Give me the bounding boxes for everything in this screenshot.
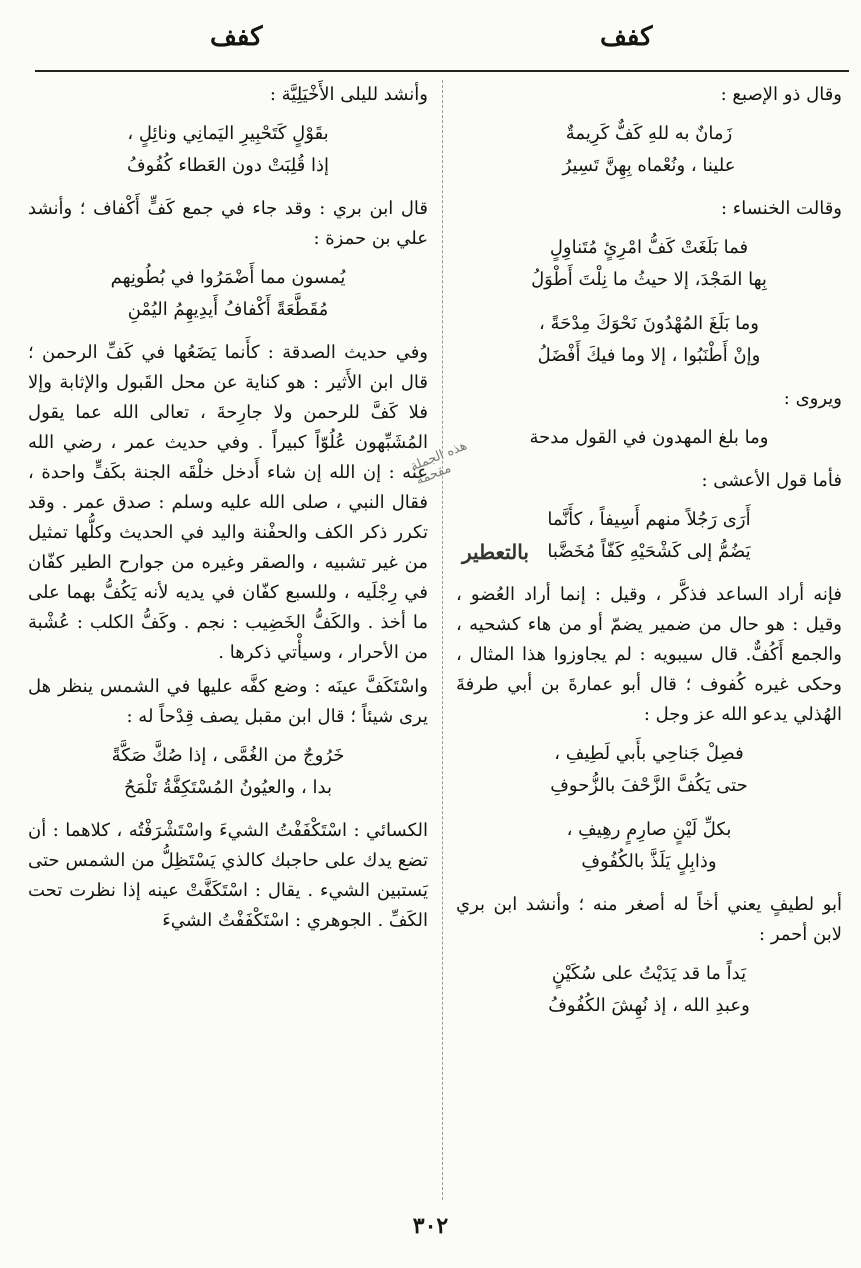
verse	[456, 308, 842, 372]
paragraph: وأنشد لليلى الأَخْيَلِيَّة :	[269, 84, 428, 105]
verse	[456, 422, 842, 454]
paragraph: وفي حديث الصدقة : كأَنما يَضَعُها في كَفِّ الرحمن ؛ قال ابن الأَثير : هو كناية عن محل القَبول والإثابة وإلا فلا كَفَّ للرحمن ولا جارِحةَ ، تعالى الله عما يقول المُشَبِّهون عُلُوّاً كبيراً . وفي حديث عمر ، رضي الله عنه : إن الله إن شاء أَدخل خلْقَه الجنة بكَفٍّ واحدة ، فقال النبي ، صلى الله عليه وسلم : صدق عمر . وقد تكرر ذكر الكف والحفْنة واليد في الحديث وكلُّها تمثيل من غير تشبيه ، والصقر وغيره من جوارح الطير كفّان في رِجْلَيه ، وللسبع كفّان في يديه لأنه يَكُفُّ بهما على ما أخذ . والكَفُّ الخَضِيب : نجم . وكَفُّ الكلب : عُشْبة من الأحرار ، وسيأْتي ذكرها .	[28, 342, 428, 663]
header-word-left: كفف	[210, 22, 263, 52]
verse-line: بِها المَجْدَ، إلا حيثُ ما نِلْتَ أَطْوَلُ	[531, 269, 767, 290]
verse-line: خَرُوجٌ من الغُمَّى ، إذا صُكَّ صَكَّةً	[111, 745, 345, 766]
paragraph: أبو لطيفٍ يعني أخاً له أصغر منه ؛ وأنشد ابن بري لابن أحمر :	[456, 894, 842, 945]
verse	[456, 958, 842, 1022]
verse-line: يَداً ما قد يَدَيْتُ على سُكَيْنٍ	[551, 963, 747, 984]
verse-line: زَمانٌ به للهِ كَفٌّ كَرِيمةٌ	[565, 123, 733, 144]
verse	[28, 118, 428, 182]
column-divider	[442, 80, 443, 1200]
verse-line: وعبدِ الله ، إذ نُهِشَ الكُفُوفُ	[548, 995, 750, 1016]
verse-line: بكلِّ لَيْنٍ صارِمٍ رهِيفِ ،	[566, 819, 732, 840]
verse	[456, 118, 842, 182]
verse-line: فما بَلَغَتْ كَفُّ امْرِئٍ مُتَناوِلٍ	[549, 237, 749, 258]
verse-line: يَضُمُّ إلى كَشْحَيْهِ كَفّاً مُخَضَّبا	[547, 541, 751, 562]
verse	[456, 738, 842, 802]
verse	[456, 814, 842, 878]
page-number: ٣٠٢	[412, 1213, 449, 1239]
paragraph: فإنه أراد الساعد فذكَّر ، وقيل : إنما أراد العُضو ، وقيل : هو حال من ضمير يضمّ أو من هاء كشحيه ، والجمع أَكُفٌّ. قال سيبويه : لم يجاوزوا هذا المثال ، وحكى غيره كُفوف ؛ قال أبو عمارةَ بن أبي طرفةَ الهُذلي يدعو الله عز وجل :	[456, 584, 842, 725]
verse	[28, 262, 428, 326]
left-column	[28, 80, 428, 940]
verse-line: بدا ، والعيُونُ المُسْتَكِفَّةُ تَلْمَحُ	[123, 777, 333, 798]
verse-line: وذابِلٍ يَلَذَّ بالكُفُوفِ	[581, 851, 717, 872]
paragraph: الكسائي : اسْتَكْفَفْتُ الشيءَ واسْتَشْرَفْتُه ، كلاهما : أن تضع يدك على حاجبك كالذي يَسْتَظِلُّ من الشمس حتى يَستبين الشيء . يقال : اسْتَكَفَّتْ عينه إذا نظرت تحت الكَفِّ . الجوهري : اسْتَكْفَفْتُ الشيءَ	[28, 820, 428, 931]
verse-line: وما بلغ المهدون في القول مدحة	[529, 427, 769, 448]
verse-line: مُقَطَّعَةً أَكْفافُ أَيدِيهِمُ اليُمْنِ	[127, 299, 329, 320]
verse	[28, 740, 428, 804]
verse-line: يُمسون مما أَضْمَرُوا في بُطُونِهم	[110, 267, 346, 288]
verse-line: إذا قُلِبَتْ دون العَطاء كُفُوفُ	[126, 155, 330, 176]
header-word-right: كفف	[600, 22, 653, 52]
verse-line: حتى يَكُفَّ الزَّحْفَ بالزُّحوفِ	[550, 775, 748, 796]
header-rule	[35, 70, 849, 72]
verse-line: وما بَلَغَ المُهْدُونَ نَحْوَكَ مِدْحَةً ،	[539, 313, 759, 334]
paragraph: وقال ذو الإصبع :	[720, 84, 842, 105]
paragraph: واسْتَكَفَّ عينَه : وضع كفَّه عليها في الشمس ينظر هل يرى شيئاً ؛ قال ابن مقبل يصف قِدْحاً له :	[28, 676, 428, 727]
handwritten-annotation: بالتعطير	[462, 540, 529, 564]
verse-line: بقَوْلٍ كَتَحْبِيرِ اليَمانِي ونائِلٍ ،	[127, 123, 329, 144]
verse	[456, 232, 842, 296]
paragraph: ويروى :	[783, 388, 842, 409]
paragraph: قال ابن بري : وقد جاء في جمع كَفٍّ أَكْفاف ؛ وأنشد علي بن حمزة :	[28, 198, 429, 249]
verse-line: فصِلْ جَناحِي بأَبي لَطِيفِ ،	[554, 743, 744, 764]
verse-line: وإنْ أَطْنَبُوا ، إلا وما فيكَ أَفْضَلُ	[537, 345, 761, 366]
handwritten-margin-note: هذه الجملة مقحمة	[408, 438, 470, 489]
verse-line: علينا ، ونُعْماه بِهِنَّ تَسِيرُ	[562, 155, 736, 176]
paragraph: وقالت الخنساء :	[721, 198, 842, 219]
paragraph: فأما قول الأعشى :	[701, 470, 842, 491]
verse-line: أَرَى رَجُلاً منهم أَسِيفاً ، كأَنَّما	[547, 509, 751, 530]
